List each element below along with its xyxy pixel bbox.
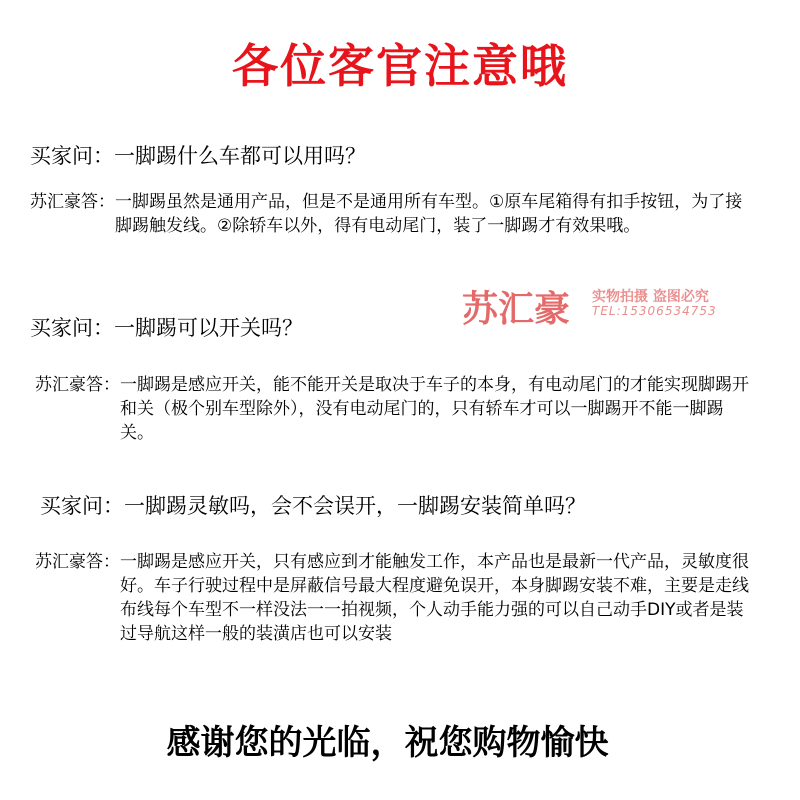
faq-question-2: 买家问：一脚踢可以开关吗？ — [30, 316, 303, 340]
page-title: 各位客官注意哦 — [232, 39, 568, 93]
faq-answer-2 — [35, 373, 750, 445]
watermark-tel: TEL:15306534753 — [592, 304, 717, 318]
watermark-brand: 苏汇豪 — [462, 288, 571, 330]
answer-text: 一脚踢是感应开关，能不能开关是取决于车子的本身，有电动尾门的才能实现脚踢开和关（极个别车型除外），没有电动尾门的，只有轿车才可以一脚踢开不能一脚踢关。 — [120, 375, 749, 443]
watermark-slogan: 实物拍摄 盗图必究 — [592, 289, 709, 305]
faq-answer-3 — [35, 550, 760, 646]
answer-label: 苏汇豪答： — [35, 375, 120, 395]
faq-question-1: 买家问：一脚踢什么车都可以用吗？ — [30, 144, 366, 168]
answer-label: 苏汇豪答： — [30, 192, 115, 212]
answer-text: 一脚踢是感应开关，只有感应到才能触发工作，本产品也是最新一代产品，灵敏度很好。车子行驶过程中是屏蔽信号最大程度避免误开，本身脚踢安装不难，主要是走线布线每个车型不一样没法一一拍视频，个人动手能力强的可以自己动手DIY或者是装过导航这样一般的装潢店也可以安装 — [120, 552, 749, 644]
answer-text: 一脚踢虽然是通用产品，但是不是通用所有车型。①原车尾箱得有扣手按钮，为了接脚踢触发线。②除轿车以外，得有电动尾门，装了一脚踢才有效果哦。 — [115, 192, 743, 236]
thank-you-footer: 感谢您的光临，祝您购物愉快 — [166, 723, 609, 763]
faq-answer-1 — [30, 190, 750, 238]
faq-question-3: 买家问：一脚踢灵敏吗，会不会误开，一脚踢安装简单吗？ — [40, 494, 586, 518]
answer-label: 苏汇豪答： — [35, 552, 120, 572]
